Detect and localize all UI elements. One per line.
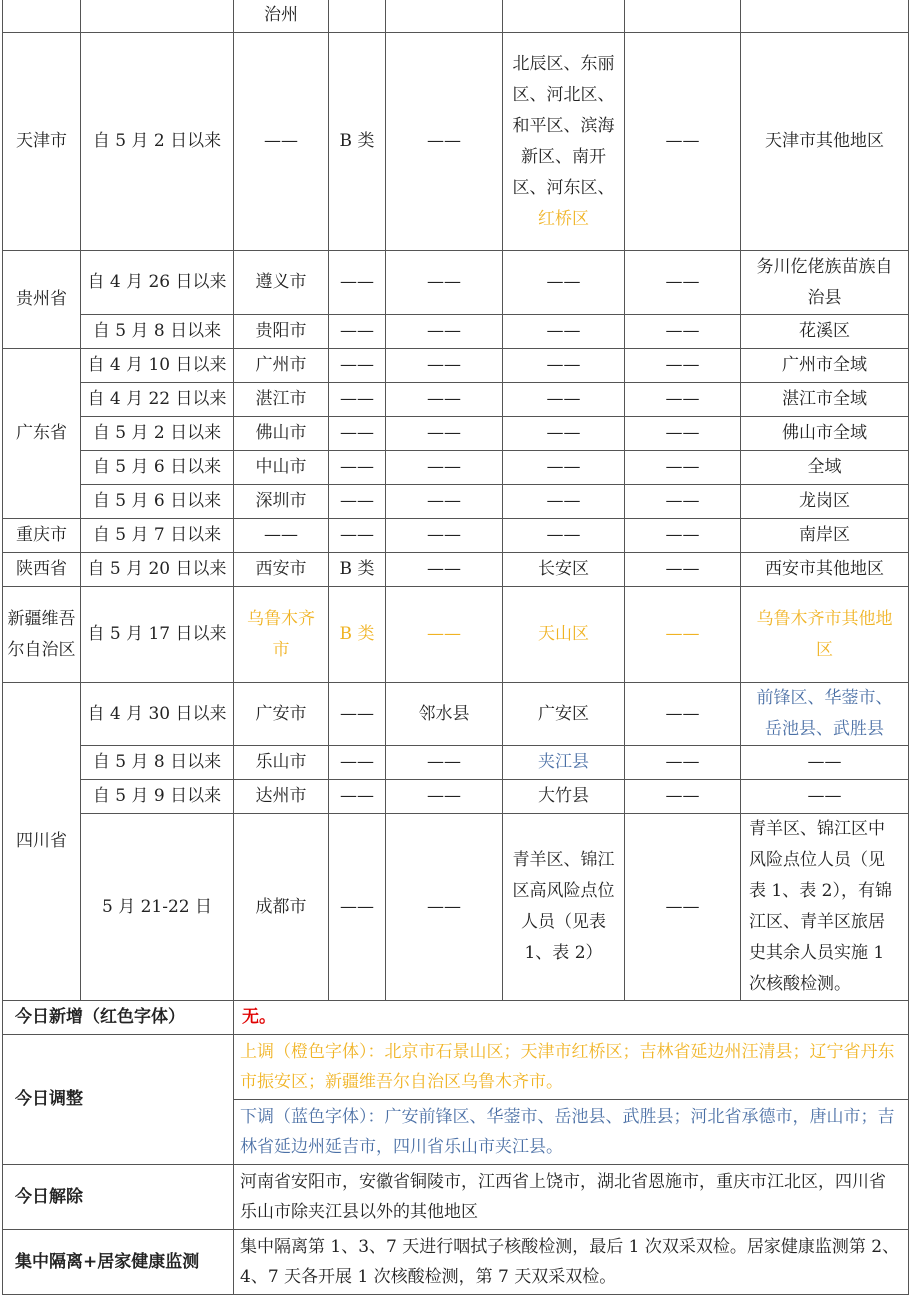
dash-cell: —— bbox=[329, 485, 386, 519]
province-cell: 重庆市 bbox=[3, 519, 81, 553]
since-cell: 自 5 月 8 日以来 bbox=[81, 315, 234, 349]
table-row bbox=[3, 315, 909, 349]
other-area-cell: 务川仡佬族苗族自治县 bbox=[741, 251, 909, 315]
table-row bbox=[3, 1001, 909, 1035]
province-cell: 广东省 bbox=[3, 349, 81, 519]
dash-cell: —— bbox=[329, 814, 386, 1001]
table-row bbox=[3, 553, 909, 587]
dash-cell: —— bbox=[386, 780, 503, 814]
quarantine-label: 集中隔离+居家健康监测 bbox=[3, 1230, 234, 1295]
other-area-cell: 乌鲁木齐市其他地区 bbox=[741, 587, 909, 683]
other-area-cell: 全域 bbox=[741, 451, 909, 485]
province-cell: 新疆维吾尔自治区 bbox=[3, 587, 81, 683]
dash-cell: —— bbox=[329, 780, 386, 814]
dash-cell: —— bbox=[625, 383, 741, 417]
province-cell: 陕西省 bbox=[3, 553, 81, 587]
dash-cell: —— bbox=[386, 315, 503, 349]
dash-cell: —— bbox=[329, 746, 386, 780]
dash-cell: —— bbox=[386, 587, 503, 683]
table-row bbox=[3, 485, 909, 519]
other-area-cell: 佛山市全域 bbox=[741, 417, 909, 451]
lift-label: 今日解除 bbox=[3, 1165, 234, 1230]
other-area-cell: —— bbox=[741, 746, 909, 780]
dash-cell: —— bbox=[503, 485, 625, 519]
other-area-cell: 南岸区 bbox=[741, 519, 909, 553]
district-cell: 青羊区、锦江区高风险点位人员（见表 1、表 2） bbox=[503, 814, 625, 1001]
city-cell: 西安市 bbox=[234, 553, 329, 587]
province-cell: 贵州省 bbox=[3, 251, 81, 349]
city-cell: —— bbox=[234, 33, 329, 251]
table-row bbox=[3, 746, 909, 780]
table-row bbox=[3, 349, 909, 383]
dash-cell: —— bbox=[503, 417, 625, 451]
table-row bbox=[3, 451, 909, 485]
since-cell: 自 5 月 8 日以来 bbox=[81, 746, 234, 780]
districts-text: 北辰区、东丽区、河北区、和平区、滨海新区、南开区、河东区、 bbox=[512, 53, 615, 198]
dash-cell: —— bbox=[625, 349, 741, 383]
dash-cell: —— bbox=[625, 780, 741, 814]
table-row bbox=[3, 814, 909, 1001]
city-cell: 广安市 bbox=[234, 683, 329, 746]
new-value: 无。 bbox=[234, 1001, 909, 1035]
since-cell: 自 4 月 22 日以来 bbox=[81, 383, 234, 417]
dash-cell: —— bbox=[329, 683, 386, 746]
table-row bbox=[3, 383, 909, 417]
since-cell: 自 5 月 20 日以来 bbox=[81, 553, 234, 587]
district-cell: 大竹县 bbox=[503, 780, 625, 814]
dash-cell: —— bbox=[625, 315, 741, 349]
dash-cell: —— bbox=[386, 383, 503, 417]
other-area-cell: 龙岗区 bbox=[741, 485, 909, 519]
since-cell: 自 5 月 7 日以来 bbox=[81, 519, 234, 553]
city-cell: 达州市 bbox=[234, 780, 329, 814]
city-cell: 中山市 bbox=[234, 451, 329, 485]
table-row bbox=[3, 1035, 909, 1100]
dash-cell: —— bbox=[625, 746, 741, 780]
dash-cell: —— bbox=[329, 417, 386, 451]
since-cell: 自 5 月 17 日以来 bbox=[81, 587, 234, 683]
dash-cell: —— bbox=[503, 349, 625, 383]
since-cell: 5 月 21-22 日 bbox=[81, 814, 234, 1001]
other-area-cell: 湛江市全域 bbox=[741, 383, 909, 417]
new-label: 今日新增（红色字体） bbox=[3, 1001, 234, 1035]
dash-cell: —— bbox=[329, 315, 386, 349]
city-cell: 乐山市 bbox=[234, 746, 329, 780]
province-cell: 天津市 bbox=[3, 33, 81, 251]
other-area-cell: 花溪区 bbox=[741, 315, 909, 349]
dash-cell: —— bbox=[503, 251, 625, 315]
dash-cell: —— bbox=[625, 33, 741, 251]
adjust-up: 上调（橙色字体）：北京市石景山区；天津市红桥区；吉林省延边州汪清县；辽宁省丹东市振安区；新疆维吾尔自治区乌鲁木齐市。 bbox=[234, 1035, 909, 1100]
dash-cell: —— bbox=[386, 33, 503, 251]
dash-cell: —— bbox=[386, 251, 503, 315]
city-cell: 湛江市 bbox=[234, 383, 329, 417]
dash-cell: —— bbox=[625, 251, 741, 315]
table-row bbox=[3, 780, 909, 814]
dash-cell: —— bbox=[386, 451, 503, 485]
city-cell: 遵义市 bbox=[234, 251, 329, 315]
category-cell: B 类 bbox=[329, 587, 386, 683]
district-cell: 天山区 bbox=[503, 587, 625, 683]
category-cell: B 类 bbox=[329, 553, 386, 587]
since-cell: 自 5 月 6 日以来 bbox=[81, 485, 234, 519]
table-row bbox=[3, 519, 909, 553]
city-cell: 深圳市 bbox=[234, 485, 329, 519]
other-area-cell: 广州市全域 bbox=[741, 349, 909, 383]
since-cell: 自 5 月 2 日以来 bbox=[81, 417, 234, 451]
dash-cell: —— bbox=[503, 519, 625, 553]
district-cell: 长安区 bbox=[503, 553, 625, 587]
table-row bbox=[3, 1230, 909, 1295]
since-cell: 自 5 月 2 日以来 bbox=[81, 33, 234, 251]
table-row bbox=[3, 33, 909, 251]
dash-cell: —— bbox=[625, 683, 741, 746]
county-cell: 邻水县 bbox=[386, 683, 503, 746]
dash-cell: —— bbox=[503, 451, 625, 485]
adjust-down: 下调（蓝色字体）：广安前锋区、华蓥市、岳池县、武胜县；河北省承德市，唐山市；吉林省延边州延吉市，四川省乐山市夹江县。 bbox=[234, 1100, 909, 1165]
dash-cell: —— bbox=[503, 383, 625, 417]
dash-cell: —— bbox=[386, 553, 503, 587]
city-cell: 广州市 bbox=[234, 349, 329, 383]
table-row bbox=[3, 683, 909, 746]
province-cell: 四川省 bbox=[3, 683, 81, 1001]
dash-cell: —— bbox=[625, 587, 741, 683]
city-cell: 佛山市 bbox=[234, 417, 329, 451]
other-area-cell: —— bbox=[741, 780, 909, 814]
district-cell: 广安区 bbox=[503, 683, 625, 746]
since-cell: 自 4 月 30 日以来 bbox=[81, 683, 234, 746]
dash-cell: —— bbox=[329, 349, 386, 383]
city-cell: 贵阳市 bbox=[234, 315, 329, 349]
adjust-label: 今日调整 bbox=[3, 1035, 234, 1165]
districts-upgraded: 红桥区 bbox=[538, 208, 589, 229]
dash-cell: —— bbox=[386, 417, 503, 451]
table-row bbox=[3, 587, 909, 683]
dash-cell: —— bbox=[625, 485, 741, 519]
district-cell: 夹江县 bbox=[503, 746, 625, 780]
city-cell: 成都市 bbox=[234, 814, 329, 1001]
other-area-cell: 天津市其他地区 bbox=[741, 33, 909, 251]
dash-cell: —— bbox=[329, 519, 386, 553]
since-cell: 自 5 月 6 日以来 bbox=[81, 451, 234, 485]
dash-cell: —— bbox=[329, 383, 386, 417]
table-row bbox=[3, 1165, 909, 1230]
dash-cell: —— bbox=[329, 251, 386, 315]
dash-cell: —— bbox=[329, 451, 386, 485]
city-cell: 治州 bbox=[234, 0, 329, 33]
table-row bbox=[3, 417, 909, 451]
table-row bbox=[3, 0, 909, 33]
dash-cell: —— bbox=[625, 451, 741, 485]
dash-cell: —— bbox=[625, 417, 741, 451]
dash-cell: —— bbox=[386, 485, 503, 519]
dash-cell: —— bbox=[625, 519, 741, 553]
table-row bbox=[3, 251, 909, 315]
lift-value: 河南省安阳市，安徽省铜陵市，江西省上饶市，湖北省恩施市，重庆市江北区，四川省乐山市除夹江县以外的其他地区 bbox=[234, 1165, 909, 1230]
dash-cell: —— bbox=[386, 519, 503, 553]
since-cell: 自 4 月 26 日以来 bbox=[81, 251, 234, 315]
dash-cell: —— bbox=[503, 315, 625, 349]
dash-cell: —— bbox=[625, 814, 741, 1001]
category-cell: B 类 bbox=[329, 33, 386, 251]
quarantine-value: 集中隔离第 1、3、7 天进行咽拭子核酸检测，最后 1 次双采双检。居家健康监测第 2、4、7 天各开展 1 次核酸检测，第 7 天双采双检。 bbox=[234, 1230, 909, 1295]
dash-cell: —— bbox=[625, 553, 741, 587]
city-cell: 乌鲁木齐市 bbox=[234, 587, 329, 683]
since-cell: 自 5 月 9 日以来 bbox=[81, 780, 234, 814]
risk-area-table bbox=[2, 0, 909, 1295]
dash-cell: —— bbox=[386, 746, 503, 780]
dash-cell: —— bbox=[386, 349, 503, 383]
dash-cell: —— bbox=[386, 814, 503, 1001]
other-area-cell: 青羊区、锦江区中风险点位人员（见表 1、表 2），有锦江区、青羊区旅居史其余人员实施 1 次核酸检测。 bbox=[741, 814, 909, 1001]
since-cell: 自 4 月 10 日以来 bbox=[81, 349, 234, 383]
city-cell: —— bbox=[234, 519, 329, 553]
districts-cell bbox=[503, 33, 625, 251]
other-area-cell: 前锋区、华蓥市、岳池县、武胜县 bbox=[741, 683, 909, 746]
other-area-cell: 西安市其他地区 bbox=[741, 553, 909, 587]
